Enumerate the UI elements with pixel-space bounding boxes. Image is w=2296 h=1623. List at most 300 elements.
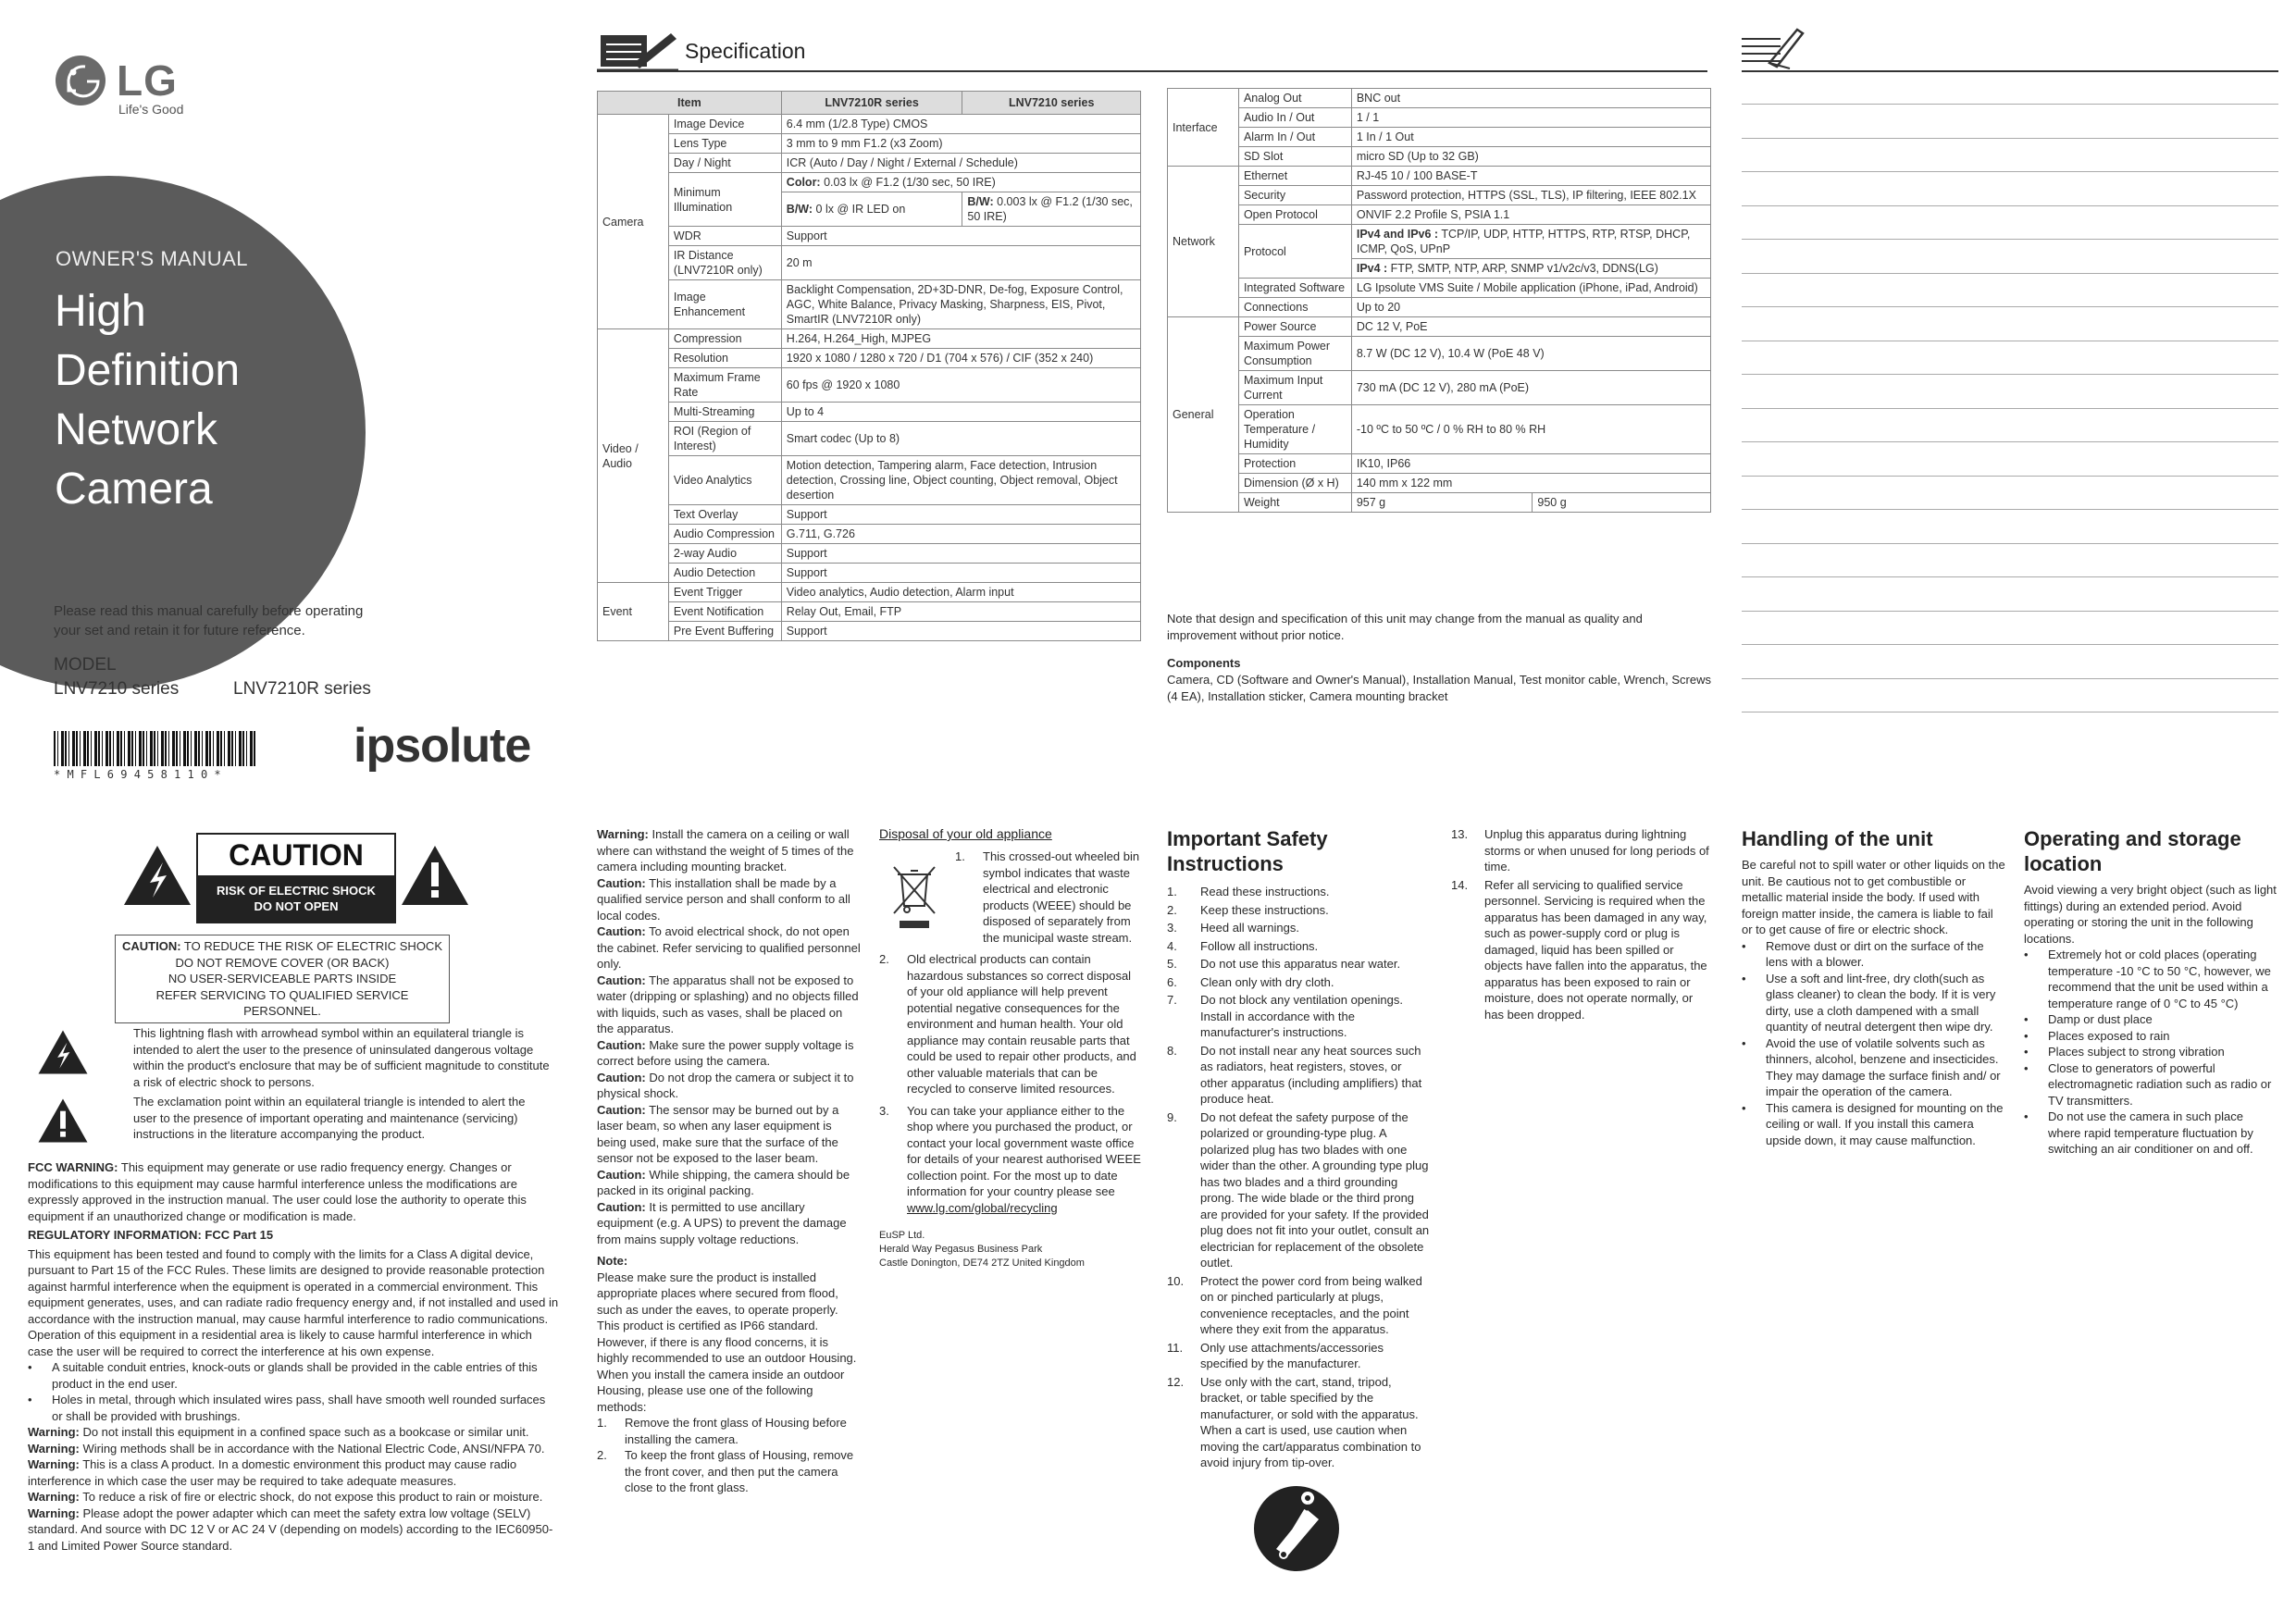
note-line: [1742, 408, 2278, 409]
bold-label: Caution:: [597, 1167, 646, 1182]
list-item: • A suitable conduit entries, knock-outs or glands shall be provided in the cable entries of this product in the end user.: [28, 1359, 559, 1392]
list-item: [879, 1103, 1143, 1217]
body-text: The sensor may be burned out by a laser beam, so when any laser equipment is being used, make sure that the surface of the sensor not be exposed to the laser beam.: [597, 1102, 839, 1165]
address-line: EuSP Ltd.: [879, 1230, 925, 1241]
note-line: [1742, 205, 2278, 206]
fcc-warning-item: [28, 1424, 559, 1441]
fcc-warning-item: [28, 1489, 559, 1505]
list-text: Remove the front glass of Housing before installing the camera.: [625, 1416, 847, 1446]
disposal-title: Disposal of your old appliance: [879, 826, 1052, 841]
body-text: The apparatus shall not be exposed to water (dripping or splashing) and no objects filled with liquids, such as vases, shall be placed on the apparatus.: [597, 973, 859, 1035]
bold-label: Warning:: [28, 1505, 80, 1520]
list-item: • Close to generators of powerful electromagnetic radiation such as radio or TV transmitters.: [2024, 1060, 2278, 1109]
safety-list: [1167, 884, 1431, 1471]
lightning-small-icon: [37, 1029, 89, 1075]
caution-sub-1: RISK OF ELECTRIC SHOCK: [217, 884, 376, 898]
spec-key: Audio Compression: [668, 525, 781, 544]
spec-key: Event Trigger: [668, 583, 781, 602]
ipsolute-logo: ipsolute: [354, 719, 531, 773]
bold-label: Caution:: [597, 924, 646, 938]
bold-label: IPv4 and IPv6 :: [1356, 228, 1439, 241]
list-number: 5.: [1167, 957, 1177, 971]
list-text: Keep these instructions.: [1200, 902, 1329, 917]
bullet-text: Damp or dust place: [2048, 1012, 2153, 1026]
list-item: [1451, 826, 1715, 875]
list-text: Protect the power cord from being walked on or pinched particularly at plugs, convenience receptacles, and the point where they exit from the apparatus.: [1200, 1273, 1422, 1336]
note-line: [1742, 374, 2278, 375]
spec-key: Audio In / Out: [1238, 108, 1351, 128]
list-item: • Avoid the use of volatile solvents such as thinners, alcohol, benzene and insecticides. They may damage the surface finish and/ or impair the operation of the camera.: [1742, 1035, 2001, 1098]
list-number: 14.: [1451, 877, 1469, 892]
bullet-text: Remove dust or dirt on the surface of the lens with a blower.: [1766, 938, 1984, 969]
list-text: Unplug this apparatus during lightning storms or when unused for long periods of time.: [1484, 827, 1709, 873]
bold-label: Caution:: [597, 1102, 646, 1117]
list-number: 13.: [1451, 827, 1469, 841]
spec-value: micro SD (Up to 32 GB): [1351, 147, 1710, 167]
spec-value: 1 / 1: [1351, 108, 1710, 128]
caution-box-line: REFER SERVICING TO QUALIFIED SERVICE PERSONNEL.: [155, 987, 409, 1018]
list-item: [1167, 1340, 1431, 1372]
pencil-notebook-icon: [597, 26, 680, 74]
handling-title: Handling of the unit: [1742, 827, 1933, 850]
caution-title: CAUTION: [229, 838, 364, 872]
title-line: Camera: [55, 465, 213, 514]
list-text: Clean only with dry cloth.: [1200, 974, 1334, 989]
list-item: • Places exposed to rain: [2024, 1028, 2170, 1043]
list-item: [1167, 1374, 1431, 1471]
spec-note: Note that design and specification of this unit may change from the manual as quality and improvement without prior notice.: [1167, 612, 1643, 642]
list-text: Do not defeat the safety purpose of the polarized or grounding-type plug. A polarized plug has two blades with one wider than the other. A grounding type plug has two blades and a third grounding prong. The wide blade or the third prong are provided for your safety. If the provided plug does not fit into your outlet, consult an electrician for replacement of the obsolete outlet.: [1200, 1109, 1430, 1270]
spec-value: 60 fps @ 1920 x 1080: [781, 368, 1140, 403]
value-text: TCP/IP, UDP, HTTP, HTTPS, RTP, RTSP, DHCP, ICMP, QoS, UPnP: [1356, 228, 1691, 255]
spec-key: Compression: [668, 329, 781, 349]
bullet-text: Close to generators of powerful electromagnetic radiation such as radio or TV transmitters.: [2048, 1060, 2272, 1108]
spec-value: 730 mA (DC 12 V), 280 mA (PoE): [1351, 371, 1710, 405]
body-text: Wiring methods shall be in accordance with the National Electric Code, ANSI/NFPA 70.: [79, 1441, 545, 1456]
list-item: [1167, 884, 1431, 900]
body-text: To avoid electrical shock, do not open the cabinet. Refer servicing to qualified personnel only.: [597, 924, 861, 971]
bold-label: IPv4 :: [1356, 262, 1388, 275]
header-lnv7210r: LNV7210R series: [781, 92, 962, 115]
spec-table-right: [1167, 88, 1711, 513]
note-line: [1742, 441, 2278, 442]
spec-key: Pre Event Buffering: [668, 622, 781, 641]
address-line: Castle Donington, DE74 2TZ United Kingdom: [879, 1258, 1085, 1269]
bullet-text: Avoid the use of volatile solvents such as thinners, alcohol, benzene and insecticides.: [1766, 1035, 1999, 1066]
spec-value: Support: [781, 622, 1140, 641]
list-number: 11.: [1167, 1340, 1184, 1355]
list-item: [1451, 877, 1715, 1023]
caution-box-line: DO NOT REMOVE COVER (OR BACK): [175, 955, 390, 970]
caution-box-bold: CAUTION:: [122, 939, 181, 953]
bold-label: Warning:: [28, 1441, 80, 1456]
list-item: [1167, 1273, 1431, 1338]
spec-key: Image Device: [668, 115, 781, 134]
spec-key: Audio Detection: [668, 564, 781, 583]
list-number: 1.: [1167, 885, 1177, 898]
bold-label: Caution:: [597, 1199, 646, 1214]
caution-label: [196, 833, 396, 923]
title-line: Network: [55, 405, 218, 454]
list-text: Heed all warnings.: [1200, 921, 1299, 935]
note-line: [1742, 273, 2278, 274]
group-label: General: [1168, 317, 1239, 513]
notes-top-rule: [1742, 70, 2278, 72]
barcode-text: * M F L 6 9 4 5 8 1 1 0 *: [54, 768, 221, 781]
spec-key: Lens Type: [668, 134, 781, 154]
spec-key: SD Slot: [1238, 147, 1351, 167]
list-number: 1.: [597, 1416, 607, 1430]
barcode: [54, 731, 257, 766]
spec-key: Day / Night: [668, 154, 781, 173]
list-item: • This camera is designed for mounting on the ceiling or wall. If you install this camera upside down, it may cause malfunction.: [1742, 1100, 2005, 1149]
note-line: [1742, 171, 2278, 172]
spec-value: ICR (Auto / Day / Night / External / Schedule): [781, 154, 1140, 173]
warning-item: [597, 875, 861, 924]
list-text: Do not install near any heat sources such as radiators, heat registers, stoves, or other apparatus (including amplifiers) that produce heat.: [1200, 1043, 1422, 1106]
list-number: 10.: [1167, 1273, 1185, 1288]
list-item: • Remove dust or dirt on the surface of the lens with a blower.: [1742, 938, 2005, 971]
value-text: 0 lx @ IR LED on: [813, 203, 906, 216]
caution-sub: [198, 875, 394, 922]
bold-label: Caution:: [597, 1070, 646, 1084]
fcc-section: [28, 1159, 559, 1554]
manual-label: OWNER'S MANUAL: [56, 247, 248, 270]
lg-logo-icon: [54, 54, 107, 107]
disposal-text: This crossed-out wheeled bin symbol indicates that waste electrical and electronic products (WEEE) should be disposed of separately from the municipal waste stream.: [983, 849, 1140, 945]
body-text: Do not drop the camera or subject it to physical shock.: [597, 1070, 854, 1100]
bold-label: B/W:: [786, 203, 813, 216]
handling-section: [1742, 826, 2005, 1148]
fcc-warning: [28, 1159, 559, 1224]
body-text: To reduce a risk of fire or electric shock, do not expose this product to rain or moisture.: [79, 1490, 543, 1504]
list-number: 3.: [1167, 921, 1177, 935]
warnings-column: [597, 826, 861, 1496]
disposal-text: You can take your appliance either to the shop where you purchased the product, or contact your local government waste office for details of your nearest authorised WEEE collection point. For the most up to date information for your country please see: [907, 1103, 1141, 1198]
spec-value: [1351, 259, 1710, 279]
note-line: [1742, 509, 2278, 510]
group-label: Video / Audio: [598, 329, 669, 583]
spec-value: Up to 20: [1351, 298, 1710, 317]
bold-label: Caution:: [597, 973, 646, 987]
disposal-section: [879, 826, 1143, 1270]
body-text: This installation shall be made by a qualified service person and shall conform to all local codes.: [597, 875, 850, 923]
spec-value: DC 12 V, PoE: [1351, 317, 1710, 337]
spec-value: Relay Out, Email, FTP: [781, 602, 1140, 622]
group-label: Network: [1168, 167, 1239, 317]
spec-value: [1351, 225, 1710, 259]
spec-key: Multi-Streaming: [668, 403, 781, 422]
warning-item: [597, 1199, 861, 1248]
spec-key: Security: [1238, 186, 1351, 205]
spec-value: 950 g: [1533, 493, 1711, 513]
list-number: 1.: [955, 849, 965, 863]
spec-value: [781, 192, 962, 227]
list-number: 2.: [879, 952, 889, 966]
spec-value: Support: [781, 544, 1140, 564]
list-item: • Extremely hot or cold places (operating temperature -10 °C to 50 °C, however, we recommend that the unit be used within a temperature range of 0 °C to 45 °C): [2024, 947, 2278, 1011]
spec-value: BNC out: [1351, 89, 1710, 108]
note-text: Please make sure the product is installed appropriate places where secured from flood, such as under the eaves, to operate properly. This product is certified as IP66 standard. However, if there is any flood concerns, it is highly recommended to use an outdoor Housing. When you install the camera inside an outdoor Housing, please use one of the following methods:: [597, 1270, 857, 1414]
fcc-reg-text: This equipment has been tested and found to comply with the limits for a Class A digital device, pursuant to Part 15 of the FCC Rules. These limits are designed to provide reasonable protection against harmful interference when the equipment is operated in a commercial environment. This equipment generates, uses, and can radiate radio frequency energy and, if not installed and used in accordance with the instruction manual, may cause harmful interference to radio communications.: [28, 1246, 559, 1326]
body-text: Do not install this equipment in a confined space such as a bookcase or similar unit.: [79, 1425, 529, 1439]
exclamation-explanation: The exclamation point within an equilateral triangle is intended to alert the user to the presence of important operating and maintenance (servicing) instructions in the literature accompanying the product.: [133, 1095, 526, 1141]
cart-tipover-icon: [1250, 1482, 1343, 1575]
fcc-reg-title: REGULATORY INFORMATION: FCC Part 15: [28, 1228, 274, 1242]
model-2: LNV7210R series: [233, 679, 371, 699]
note-line: [1742, 239, 2278, 240]
safety-title: Important Safety Instructions: [1167, 827, 1328, 875]
value-text: 0.003 lx @ F1.2 (1/30 sec, 50 IRE): [967, 195, 1133, 223]
storage-section: [2024, 826, 2278, 1158]
list-number: 3.: [879, 1103, 889, 1118]
list-item: [1167, 938, 1431, 955]
list-number: 2.: [597, 1448, 607, 1462]
bullet-text: Places subject to strong vibration: [2048, 1045, 2225, 1059]
list-item: • Do not use the camera in such place where rapid temperature fluctuation by switching an air conditioner on and off.: [2024, 1109, 2278, 1158]
spec-table-left: [597, 91, 1141, 641]
lightning-warning-icon: [122, 844, 192, 907]
safety-section: [1167, 826, 1431, 1580]
value-text: 0.03 lx @ F1.2 (1/30 sec, 50 IRE): [820, 176, 996, 189]
spec-value: -10 ºC to 50 ºC / 0 % RH to 80 % RH: [1351, 405, 1710, 454]
list-item: [1167, 902, 1431, 919]
warning-item: [597, 1102, 861, 1167]
spec-value: Motion detection, Tampering alarm, Face detection, Intrusion detection, Crossing line, Object counting, Object removal, Object desertion: [781, 456, 1140, 505]
warning-item: [597, 826, 861, 875]
body-text: Make sure the power supply voltage is correct before using the camera.: [597, 1037, 854, 1068]
spec-key: Maximum Frame Rate: [668, 368, 781, 403]
note-line: [1742, 543, 2278, 544]
note-line: [1742, 644, 2278, 645]
spec-value: RJ-45 10 / 100 BASE-T: [1351, 167, 1710, 186]
storage-title: Operating and storage location: [2024, 827, 2241, 875]
list-number: 7.: [1167, 993, 1177, 1007]
spec-key: Integrated Software: [1238, 279, 1351, 298]
bold-label: Warning:: [28, 1457, 80, 1471]
note-line: [1742, 576, 2278, 577]
spec-value: Smart codec (Up to 8): [781, 422, 1140, 456]
note-line: [1742, 678, 2278, 679]
caution-sub-2: DO NOT OPEN: [254, 899, 339, 913]
list-item: • Places subject to strong vibration: [2024, 1045, 2225, 1059]
spec-key: Operation Temperature / Humidity: [1238, 405, 1351, 454]
components-text: Camera, CD (Software and Owner's Manual), Installation Manual, Test monitor cable, Wrench, Screws (4 EA), Installation sticker, Camera mounting bracket: [1167, 673, 1711, 703]
list-text: Use only with the cart, stand, tripod, bracket, or table specified by the manufacturer, or sold with the apparatus. When a cart is used, use caution when moving the cart/apparatus combination to avoid injury from tip-over.: [1200, 1374, 1421, 1469]
bullet-text: This camera is designed for mounting on the ceiling or wall. If you install this camera upside down, it may cause malfunction.: [1766, 1100, 2004, 1147]
bullet-text: A suitable conduit entries, knock-outs or glands shall be provided in the cable entries of this product in the end user.: [52, 1360, 538, 1391]
read-note: Please read this manual carefully before operating your set and retain it for future reference.: [54, 603, 364, 638]
spec-value: ONVIF 2.2 Profile S, PSIA 1.1: [1351, 205, 1710, 225]
spec-key: Protection: [1238, 454, 1351, 474]
fcc-warning-item: [28, 1441, 559, 1457]
lg-tagline: Life's Good: [118, 102, 184, 117]
header-item: Item: [598, 92, 782, 115]
list-number: 2.: [1167, 902, 1177, 917]
note-line: [1742, 104, 2278, 105]
list-item: [1167, 956, 1431, 973]
bullet-text: Do not use the camera in such place where rapid temperature fluctuation by switching an air conditioner on and off.: [2048, 1109, 2253, 1156]
note-line: [1742, 611, 2278, 612]
spec-key: Weight: [1238, 493, 1351, 513]
spec-key: Maximum Power Consumption: [1238, 337, 1351, 371]
spec-key: Protocol: [1238, 225, 1351, 279]
address-line: Herald Way Pegasus Business Park: [879, 1244, 1043, 1255]
body-text: It is permitted to use ancillary equipment (e.g. A UPS) to prevent the damage from mains supply voltage reductions.: [597, 1199, 847, 1246]
bold-label: FCC WARNING:: [28, 1160, 118, 1174]
spec-value: 3 mm to 9 mm F1.2 (x3 Zoom): [781, 134, 1140, 154]
spec-value: Backlight Compensation, 2D+3D-DNR, De-fog, Exposure Control, AGC, White Balance, Privacy Masking, Sharpness, EIS, Pivot, SmartIR (LNV7210R only): [781, 280, 1140, 329]
bullet-text: Extremely hot or cold places (operating temperature -10 °C to 50 °C, however, we recommend that the unit be used within a temperature range of 0 °C to 45 °C): [2048, 948, 2271, 1010]
list-item: • Holes in metal, through which insulated wires pass, shall have smooth well rounded surfaces or shall be provided with brushings.: [28, 1392, 559, 1424]
model-label: MODEL: [54, 655, 117, 675]
spec-value: Video analytics, Audio detection, Alarm input: [781, 583, 1140, 602]
spec-key: WDR: [668, 227, 781, 246]
title-line: Definition: [55, 346, 241, 395]
note-line: [1742, 476, 2278, 477]
list-text: Do not use this apparatus near water.: [1200, 957, 1401, 971]
body-text: This is a class A product. In a domestic environment this product may cause radio interference in which case the user may be required to take adequate measures.: [28, 1457, 517, 1488]
spec-value: [962, 192, 1141, 227]
lightning-explanation: This lightning flash with arrowhead symbol within an equilateral triangle is intended to alert the user to the presence of uninsulated dangerous voltage within the product's enclosure that may be of sufficient magnitude to constitute a risk of electric shock to persons.: [133, 1026, 550, 1089]
spec-value: G.711, G.726: [781, 525, 1140, 544]
spec-value: 1 In / 1 Out: [1351, 128, 1710, 147]
group-label: Event: [598, 583, 669, 641]
list-text: Follow all instructions.: [1200, 938, 1319, 953]
warning-item: [597, 923, 861, 973]
spec-key: Minimum Illumination: [668, 173, 781, 227]
spec-key: Open Protocol: [1238, 205, 1351, 225]
list-item: [1167, 1043, 1431, 1108]
list-number: 4.: [1167, 938, 1177, 953]
body-text: This equipment may generate or use radio frequency energy. Changes or modifications to this equipment may cause harmful interference unless the modifications are expressly approved in the instruction manual. The user could lose the authority to operate this equipment if an unauthorized change or modification is made.: [28, 1160, 527, 1223]
list-item: [597, 1415, 861, 1447]
spec-value: Support: [781, 564, 1140, 583]
spec-value: H.264, H.264_High, MJPEG: [781, 329, 1140, 349]
list-text: Only use attachments/accessories specified by the manufacturer.: [1200, 1340, 1384, 1370]
spec-value: 140 mm x 122 mm: [1351, 474, 1710, 493]
spec-key: Dimension (Ø x H): [1238, 474, 1351, 493]
spec-value: Support: [781, 505, 1140, 525]
bold-label: Caution:: [597, 875, 646, 890]
caution-box-line: NO USER-SERVICEABLE PARTS INSIDE: [168, 972, 397, 985]
spec-heading-rule: [597, 70, 1707, 72]
spec-value: 957 g: [1351, 493, 1533, 513]
cover-title: [55, 282, 240, 519]
spec-value: IK10, IP66: [1351, 454, 1710, 474]
list-text: Do not block any ventilation openings. Install in accordance with the manufacturer's instructions.: [1200, 993, 1403, 1039]
spec-key: Ethernet: [1238, 167, 1351, 186]
spec-key: Image Enhancement: [668, 280, 781, 329]
list-number: 12.: [1167, 1374, 1185, 1389]
bullet-text: Use a soft and lint-free, dry cloth(such as glass cleaner) to clean the body. If it is very dirty, use a cloth dampened with a small quantity of neutral detergent then wipe dry.: [1766, 971, 1996, 1034]
list-item: [1167, 974, 1431, 991]
list-item: [597, 1447, 861, 1496]
notes-pencil-icon: [1742, 26, 1816, 70]
spec-key: Alarm In / Out: [1238, 128, 1351, 147]
wheeled-bin-icon: [887, 861, 942, 932]
warning-item: [597, 1167, 861, 1199]
note-line: [1742, 138, 2278, 139]
caution-box: [115, 935, 450, 1023]
list-item: [1167, 1109, 1431, 1271]
spec-key: 2-way Audio: [668, 544, 781, 564]
list-text: Read these instructions.: [1200, 885, 1330, 898]
spec-key: IR Distance (LNV7210R only): [668, 246, 781, 280]
note-title: Note:: [597, 1254, 628, 1268]
bullet-text: Places exposed to rain: [2048, 1028, 2170, 1043]
note-line: [1742, 306, 2278, 307]
bold-label: Warning:: [28, 1490, 80, 1504]
warning-item: [597, 1070, 861, 1102]
storage-intro: Avoid viewing a very bright object (such as light fittings) during an extended period. Avoid operating or storing the unit in the following locations.: [2024, 883, 2277, 946]
model-1: LNV7210 series: [54, 679, 180, 699]
spec-key: Text Overlay: [668, 505, 781, 525]
bold-label: Warning:: [597, 827, 649, 841]
list-item: • Use a soft and lint-free, dry cloth(such as glass cleaner) to clean the body. If it is very dirty, use a cloth dampened with a small quantity of neutral detergent then wipe dry.: [1742, 971, 2005, 1035]
exclamation-small-icon: [37, 1097, 89, 1144]
group-label: Camera: [598, 115, 669, 329]
fcc-warning-item: [28, 1456, 559, 1489]
spec-key: Maximum Input Current: [1238, 371, 1351, 405]
list-number: 9.: [1167, 1109, 1177, 1124]
safety-list-2: [1451, 826, 1715, 1024]
lg-wordmark: LG: [117, 56, 178, 105]
bold-label: Color:: [786, 176, 821, 189]
bold-label: B/W:: [967, 195, 994, 208]
fcc-warning-item: [28, 1505, 559, 1555]
list-item: [1167, 992, 1431, 1041]
list-item: • Damp or dust place: [2024, 1012, 2153, 1026]
group-label: Interface: [1168, 89, 1239, 167]
spec-key: Analog Out: [1238, 89, 1351, 108]
disposal-item-1: [879, 849, 1143, 946]
recycling-link[interactable]: www.lg.com/global/recycling: [907, 1200, 1058, 1215]
spec-value: Up to 4: [781, 403, 1140, 422]
list-item: [1167, 920, 1431, 936]
disposal-text: Old electrical products can contain hazardous substances so correct disposal of your old appliance will help prevent potential negative consequences for the environment and human health. Your old appliance may contain reusable parts that could be used to repair other products, and other valuable materials that can be recycled to conserve limited resources.: [907, 952, 1136, 1096]
caution-box-line: TO REDUCE THE RISK OF ELECTRIC SHOCK: [180, 939, 442, 953]
header-lnv7210: LNV7210 series: [962, 92, 1141, 115]
spec-value: 1920 x 1080 / 1280 x 720 / D1 (704 x 576) / CIF (352 x 240): [781, 349, 1140, 368]
list-item: [879, 951, 1143, 1097]
spec-key: Power Source: [1238, 317, 1351, 337]
spec-value: 6.4 mm (1/2.8 Type) CMOS: [781, 115, 1140, 134]
warning-item: [597, 973, 861, 1037]
handling-intro: Be careful not to spill water or other liquids on the unit. Be cautious not to get combustible or metallic material inside the body. If used with foreign matter inside, the camera is liable to fail or to get cause of fire or electric shock.: [1742, 858, 2005, 936]
list-number: 8.: [1167, 1043, 1177, 1058]
value-text: FTP, SMTP, NTP, ARP, SNMP v1/v2c/v3, DDNS(LG): [1387, 262, 1658, 275]
body-text: Install the camera on a ceiling or wall where can withstand the weight of 5 times of the camera including mounting bracket.: [597, 827, 854, 873]
list-number: 6.: [1167, 974, 1177, 989]
lg-logo: [54, 54, 178, 107]
spec-heading: Specification: [685, 39, 806, 63]
bullet-text: Holes in metal, through which insulated wires pass, shall have smooth well rounded surfaces or shall be provided with brushings.: [52, 1393, 546, 1423]
warning-item: [597, 1037, 861, 1070]
list-text: Refer all servicing to qualified service personnel. Servicing is required when the apparatus has been damaged in any way, such as power-supply cord or plug is damaged, liquid has been spilled or objects have fallen into the apparatus, the apparatus has been exposed to rain or moisture, does not operate normally, or has been dropped.: [1484, 877, 1707, 1022]
bullet-text-extra: They may damage the surface finish and/ or impair the operation of the camera.: [1766, 1068, 2001, 1098]
body-text: Please adopt the power adapter which can meet the safety extra low voltage (SELV) standard. And source with DC 12 V or AC 24 V (depending on models) according to the IEC60950-1 and Limited Power Source standard.: [28, 1505, 553, 1553]
spec-key: Video Analytics: [668, 456, 781, 505]
bold-label: Caution:: [597, 1037, 646, 1052]
components-title: Components: [1167, 656, 1241, 670]
body-text: While shipping, the camera should be packed in its original packing.: [597, 1167, 850, 1197]
exclamation-warning-icon: [400, 844, 470, 907]
list-text: To keep the front glass of Housing, remove the front cover, and then put the camera close to the front glass.: [625, 1448, 854, 1494]
spec-key: Resolution: [668, 349, 781, 368]
spec-key: Event Notification: [668, 602, 781, 622]
spec-value: Password protection, HTTPS (SSL, TLS), IP filtering, IEEE 802.1X: [1351, 186, 1710, 205]
